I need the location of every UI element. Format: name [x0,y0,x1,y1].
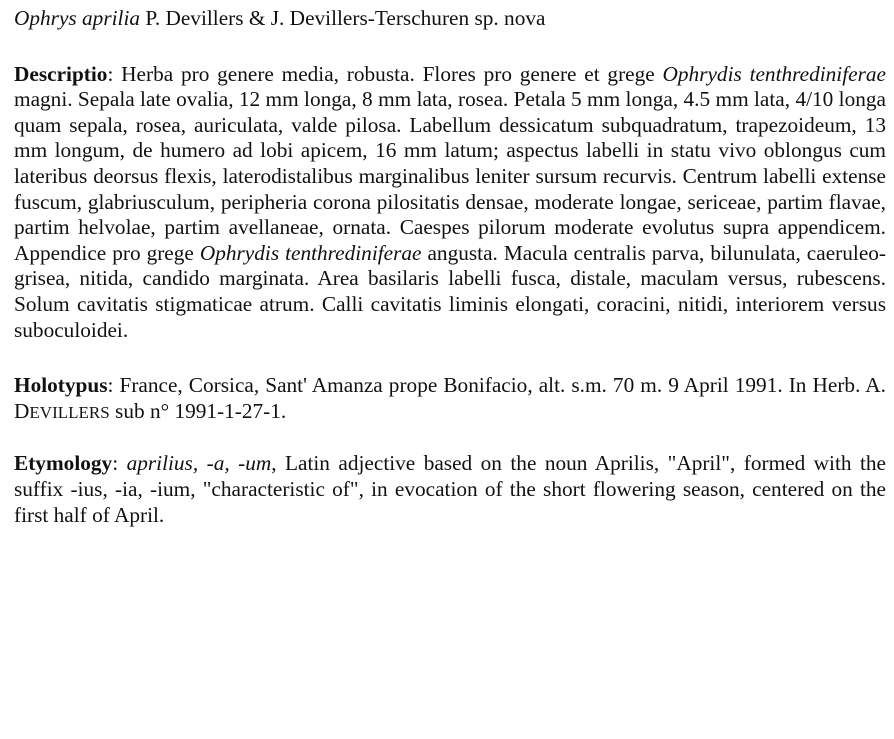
species-binomial: Ophrys aprilia [14,6,141,30]
etymology-label: Etymology [14,451,113,476]
holotypus-paragraph [14,373,886,425]
etymology-italic: aprilius, -a, -um [126,451,272,476]
spacer [14,425,886,451]
descriptio-label: Descriptio [14,61,108,86]
spacer [14,343,886,373]
descriptio-text-1: : Herba pro genere media, robusta. Flores pro genere et grege [107,61,663,86]
etymology-text-2: , Latin adjective based on the noun Aprilis, "April", formed with the suffix -ius, -ia, -ium, "characteristic of", in evocation of the short flowering season, centered on the first half of April. [14,451,886,527]
holotypus-text-1: : France, Corsica, Sant' Amanza prope Bonifacio, alt. s.m. 70 m. 9 April 1991. In Herb. A. D [14,373,886,423]
species-title [14,6,886,32]
spacer [14,32,886,62]
etymology-paragraph [14,451,886,528]
descriptio-text-2: magni. Sepala late ovalia, 12 mm longa, 8 mm lata, rosea. Petala 5 mm longa, 4.5 mm lata, 4/10 longa quam sepala, rosea, auriculata, valde pilosa. Labellum dessicatum subquadratum, trapezoideum, 13 mm longum, de humero ad lobi apicem, 16 mm latum; aspectus labelli in statu vivo oblongus cum lateribus deorsus flexis, laterodistalibus marginalibus leniter sursum recurvis. Centrum labelli extense fuscum, glabriusculum, peripheria corona pilositatis densae, moderate longae, sericeae, partim flavae, partim helvolae, partim avellaneae, ornata. Caespes pilorum moderate evolutus supra appendicem. Appendice pro grege [14,87,886,265]
descriptio-taxon-1: Ophrydis tenthrediniferae [662,61,886,86]
species-authors: P. Devillers & J. Devillers-Terschuren sp. nova [140,6,546,30]
descriptio-taxon-2: Ophrydis tenthrediniferae [199,240,422,265]
holotypus-label: Holotypus [14,373,108,398]
etymology-text-1: : [112,451,127,476]
holotypus-smallcaps: EVILLERS [29,402,110,422]
descriptio-text-3: angusta. Macula centralis parva, bilunulata, caeruleo-grisea, nitida, candido marginata. Area basilaris labelli fusca, distale, maculam versus, rubescens. Solum cavitatis stigmaticae atrum. Calli cavitatis liminis elongati, coracini, nitidi, interiorem versus suboculoidei. [14,240,887,342]
descriptio-paragraph [14,62,886,344]
holotypus-text-2: sub n° 1991-1-27-1. [109,398,287,423]
